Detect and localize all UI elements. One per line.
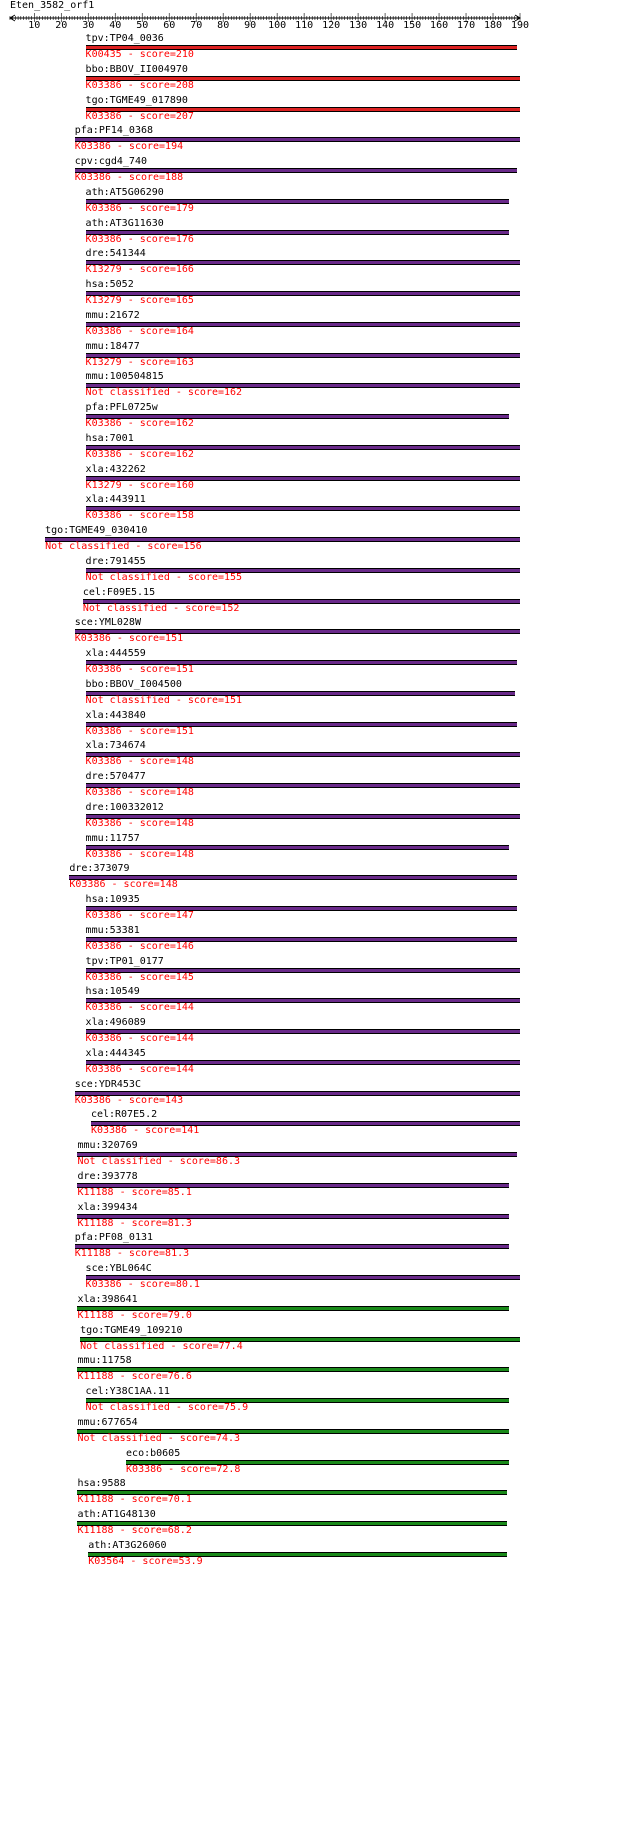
axis-tick-label: 80	[217, 20, 230, 31]
hit-label[interactable]: sce:YDR453C	[74, 1078, 141, 1090]
hit-label[interactable]: cel:R07E5.2	[90, 1109, 158, 1121]
hit-label[interactable]: dre:373079	[69, 863, 130, 875]
axis-tick-label: 10	[28, 20, 41, 31]
hit-score[interactable]: K03386 - score=162	[85, 418, 194, 429]
hit-score[interactable]: K03386 - score=179	[85, 202, 194, 214]
hit-label[interactable]: mmu:11758	[77, 1355, 132, 1367]
axis-tick-label: 60	[163, 20, 176, 31]
hit-score[interactable]: K03386 - score=164	[85, 325, 194, 337]
hit-score[interactable]: K11188 - score=81.3	[74, 1248, 190, 1260]
hit-label[interactable]: dre:791455	[85, 555, 146, 567]
hit-score[interactable]: Not classified - score=74.3	[77, 1432, 241, 1444]
hit-label[interactable]: mmu:677654	[77, 1416, 138, 1428]
hit-score[interactable]: K03386 - score=148	[69, 879, 178, 891]
hit-score[interactable]: K03386 - score=141	[90, 1125, 200, 1137]
hit-score[interactable]: K03386 - score=148	[85, 817, 194, 829]
hit-score[interactable]: K03386 - score=72.8	[126, 1463, 241, 1475]
hit-label[interactable]: xla:496089	[85, 1017, 146, 1028]
hit-label[interactable]: cel:Y38C1AA.11	[85, 1386, 170, 1397]
hit-score[interactable]: K03386 - score=207	[85, 110, 194, 122]
hit-label[interactable]: eco:b0605	[126, 1447, 181, 1459]
hit-label[interactable]: cel:F09E5.15	[82, 586, 156, 598]
axis-tick-label: 100	[268, 20, 287, 31]
hit-label[interactable]: xla:444345	[85, 1047, 146, 1059]
axis-tick-label: 130	[349, 20, 368, 31]
hit-label[interactable]: cpv:cgd4_740	[74, 156, 147, 167]
hit-label[interactable]: bbo:BBOV_I004500	[85, 678, 182, 690]
hit-score[interactable]: K13279 - score=165	[85, 295, 194, 306]
hit-label[interactable]: sce:YBL064C	[85, 1263, 152, 1274]
hit-label[interactable]: xla:443911	[85, 494, 146, 506]
hit-score[interactable]: Not classified - score=77.4	[80, 1340, 243, 1352]
hit-label[interactable]: hsa:5052	[85, 279, 134, 290]
axis-tick-label: 190	[511, 20, 530, 31]
hit-score[interactable]: Not classified - score=151	[85, 694, 243, 706]
hit-score[interactable]: K03386 - score=148	[85, 848, 194, 860]
hit-score[interactable]: K03386 - score=144	[85, 1002, 194, 1014]
hit-score[interactable]: Not classified - score=162	[85, 387, 243, 399]
hit-label[interactable]: mmu:53381	[85, 924, 140, 936]
hit-label[interactable]: mmu:11757	[85, 832, 140, 844]
hit-label[interactable]: xla:444559	[85, 648, 146, 659]
hit-label[interactable]: dre:541344	[85, 248, 146, 260]
hit-score[interactable]: K11188 - score=81.3	[77, 1217, 192, 1229]
hit-label[interactable]: dre:393778	[77, 1170, 138, 1182]
hit-label[interactable]: ath:AT3G11630	[85, 217, 164, 229]
hit-score[interactable]: K03564 - score=53.9	[88, 1555, 203, 1567]
hit-label[interactable]: hsa:10935	[85, 894, 140, 905]
hit-label[interactable]: tgo:TGME49_109210	[80, 1324, 183, 1336]
hit-score[interactable]: K03386 - score=147	[85, 910, 194, 921]
axis-tick-label: 150	[403, 20, 422, 31]
hit-label[interactable]: ath:AT5G06290	[85, 186, 164, 198]
hit-score[interactable]: K03386 - score=80.1	[85, 1279, 200, 1290]
hit-label[interactable]: tpv:TP01_0177	[85, 955, 164, 967]
axis-tick-label: 110	[295, 20, 314, 31]
hit-score[interactable]: Not classified - score=86.3	[77, 1156, 241, 1167]
hit-label[interactable]: pfa:PFL0725w	[85, 402, 158, 413]
axis-tick-label: 30	[82, 20, 95, 31]
hit-score[interactable]: K03386 - score=148	[85, 787, 194, 798]
hit-label[interactable]: tgo:TGME49_017890	[85, 94, 188, 106]
hit-label[interactable]: ath:AT1G48130	[77, 1509, 156, 1520]
hit-score[interactable]: Not classified - score=152	[82, 602, 240, 614]
hit-score[interactable]: K03386 - score=194	[74, 141, 184, 153]
axis-tick-label: 180	[484, 20, 503, 31]
axis-tick-label: 120	[322, 20, 341, 31]
hit-label[interactable]: mmu:18477	[85, 340, 140, 352]
hit-score[interactable]: K11188 - score=68.2	[77, 1525, 192, 1536]
hit-label[interactable]: hsa:7001	[85, 432, 134, 444]
axis-tick-label: 20	[55, 20, 68, 31]
hit-label[interactable]: sce:YML028W	[74, 617, 141, 629]
hit-score[interactable]: K03386 - score=162	[85, 448, 194, 460]
hit-score[interactable]: K03386 - score=145	[85, 971, 194, 983]
hit-label[interactable]: dre:100332012	[85, 801, 164, 813]
hit-label[interactable]: tgo:TGME49_030410	[45, 525, 148, 536]
hit-label[interactable]: xla:399434	[77, 1201, 138, 1213]
hit-score[interactable]: K03386 - score=176	[85, 233, 194, 245]
axis-tick-label: 140	[376, 20, 395, 31]
hit-label[interactable]: xla:432262	[85, 463, 146, 475]
axis-tick-label: 170	[457, 20, 476, 31]
hit-score[interactable]: K03386 - score=151	[85, 664, 194, 675]
hit-label[interactable]: mmu:21672	[85, 309, 140, 321]
axis-tick-label: 40	[109, 20, 122, 31]
hit-score[interactable]: K03386 - score=188	[74, 172, 184, 183]
hit-label[interactable]: xla:398641	[77, 1293, 138, 1305]
axis-tick-label: 160	[430, 20, 449, 31]
hit-score[interactable]: Not classified - score=156	[45, 541, 202, 552]
hit-score[interactable]: K11188 - score=70.1	[77, 1494, 192, 1506]
hit-score[interactable]: K11188 - score=79.0	[77, 1309, 192, 1321]
hit-label[interactable]: mmu:320769	[77, 1140, 138, 1151]
hit-score[interactable]: Not classified - score=75.9	[85, 1402, 249, 1413]
hit-score[interactable]: K11188 - score=85.1	[77, 1186, 192, 1198]
axis-tick-label: 50	[136, 20, 149, 31]
hit-score[interactable]: Not classified - score=155	[85, 571, 243, 583]
hit-label[interactable]: xla:443840	[85, 709, 146, 721]
hit-label[interactable]: bbo:BBOV_II004970	[85, 63, 188, 75]
hit-score[interactable]: K03386 - score=143	[74, 1094, 184, 1106]
hit-score[interactable]: K13279 - score=166	[85, 264, 194, 276]
hit-score[interactable]: K03386 - score=208	[85, 79, 194, 91]
hit-score[interactable]: K13279 - score=163	[85, 356, 194, 368]
hit-score[interactable]: K00435 - score=210	[85, 49, 194, 60]
hit-label[interactable]: mmu:100504815	[85, 371, 164, 383]
query-title: Eten_3582_orf1	[10, 0, 95, 11]
hit-score[interactable]: K03386 - score=144	[85, 1063, 194, 1075]
hit-score[interactable]: K03386 - score=148	[85, 756, 194, 768]
hit-label[interactable]: hsa:9588	[77, 1478, 126, 1490]
axis-tick-label: 90	[244, 20, 257, 31]
hit-score[interactable]: K03386 - score=151	[85, 725, 194, 737]
hit-score[interactable]: K03386 - score=151	[74, 633, 184, 645]
hit-label[interactable]: xla:734674	[85, 740, 146, 752]
hit-label[interactable]: dre:570477	[85, 771, 146, 782]
hit-score[interactable]: K13279 - score=160	[85, 479, 194, 491]
hit-label[interactable]: tpv:TP04_0036	[85, 33, 164, 44]
hit-score[interactable]: K11188 - score=76.6	[77, 1371, 192, 1383]
hit-score[interactable]: K03386 - score=158	[85, 510, 194, 522]
hit-label[interactable]: pfa:PF14_0368	[74, 125, 154, 137]
hit-label[interactable]: pfa:PF08_0131	[74, 1232, 154, 1244]
hit-score[interactable]: K03386 - score=144	[85, 1033, 194, 1044]
hit-label[interactable]: hsa:10549	[85, 986, 140, 998]
hit-label[interactable]: ath:AT3G26060	[88, 1539, 167, 1551]
hit-score[interactable]: K03386 - score=146	[85, 940, 194, 952]
axis-tick-label: 70	[190, 20, 203, 31]
